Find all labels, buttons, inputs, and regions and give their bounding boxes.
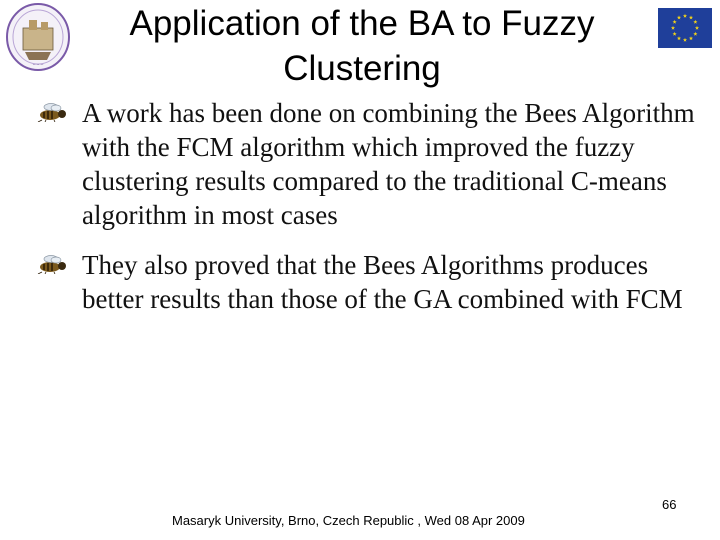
bee-bullet-icon — [36, 254, 70, 274]
bullet-text: A work has been done on combining the Bees Algorithm with the FCM algorithm which improved the fuzzy clustering results compared to the traditional C-means algorithm in most cases — [82, 98, 695, 230]
eu-flag-icon — [658, 8, 712, 48]
bullet-list — [36, 96, 706, 332]
svg-text:~ ~ ~: ~ ~ ~ — [32, 63, 44, 68]
university-seal-logo — [5, 2, 71, 72]
bullet-text: They also proved that the Bees Algorithms produces better results than those of the GA combined with FCM — [82, 250, 683, 314]
bullet-item — [36, 96, 706, 232]
footer-text: Masaryk University, Brno, Czech Republic , Wed 08 Apr 2009 — [172, 513, 525, 528]
bullet-item — [36, 248, 706, 316]
slide-title: Application of the BA to Fuzzy Clustering — [129, 4, 595, 88]
bee-bullet-icon — [36, 102, 70, 122]
page-number: 66 — [662, 497, 677, 512]
